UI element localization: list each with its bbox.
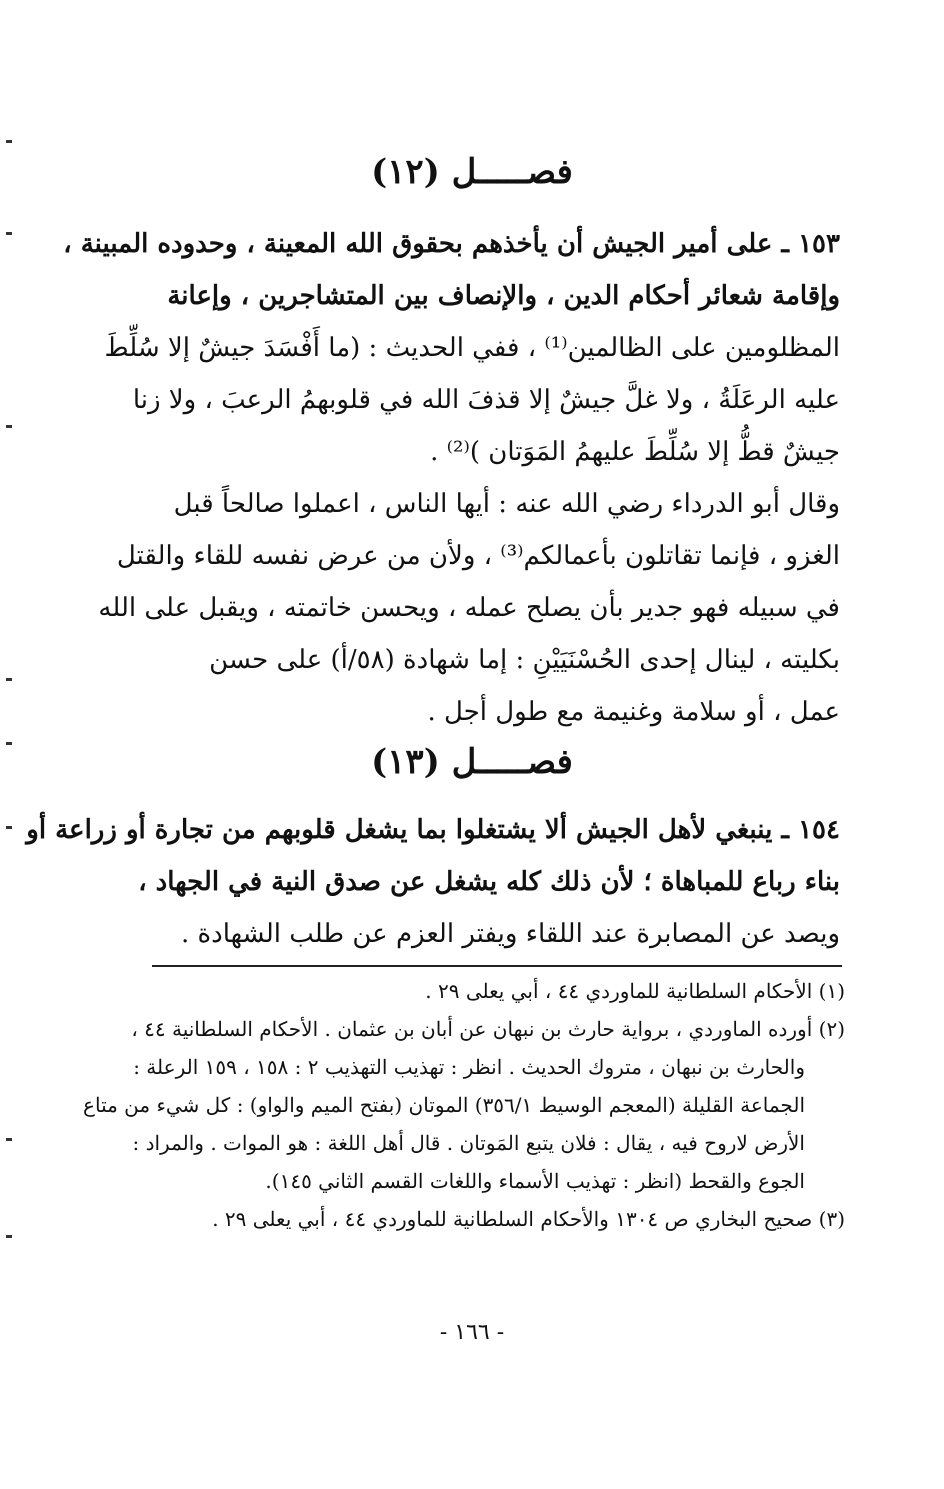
scan-mark	[6, 678, 12, 681]
scan-mark	[6, 232, 12, 235]
footnote-2-cont: والحارث بن نبهان ، متروك الحديث . انظر : تهذيب التهذيب ٢ : ١٥٨ ، ١٥٩ الرعلة :	[133, 1055, 805, 1079]
para-line: ١٥٤ ـ ينبغي لأهل الجيش ألا يشتغلوا بما يشغل قلوبهم من تجارة أو زراعة أو	[26, 815, 840, 845]
scan-mark	[6, 1138, 12, 1141]
scan-mark	[6, 425, 12, 428]
para-line: وقال أبو الدرداء رضي الله عنه : أيها الناس ، اعملوا صالحاً قبل	[173, 489, 840, 519]
paragraph-153	[63, 218, 840, 738]
scan-mark	[6, 140, 12, 143]
footnote-3: (٣) صحيح البخاري ص ١٣٠٤ والأحكام السلطانية للماوردي ٤٤ ، أبي يعلى ٢٩ .	[212, 1207, 845, 1231]
section-heading-13: فصـــــل (١٣)	[371, 742, 573, 782]
footnote-2: (٢) أورده الماوردي ، برواية حارث بن نبهان عن أبان بن عثمان . الأحكام السلطانية ٤٤ ،	[131, 1017, 845, 1041]
footnote-2-cont: الجماعة القليلة (المعجم الوسيط ٣٥٦/١) الموتان (بفتح الميم والواو) : كل شيء من متاع	[83, 1093, 805, 1117]
para-line: وإقامة شعائر أحكام الدين ، والإنصاف بين المتشاجرين ، وإعانة	[167, 281, 840, 311]
para-line: بناء رباع للمباهاة ؛ لأن ذلك كله يشغل عن صدق النية في الجهاد ،	[138, 867, 840, 897]
para-line: ١٥٣ ـ على أمير الجيش أن يأخذهم بحقوق الله المعينة ، وحدوده المبينة ،	[63, 229, 840, 259]
para-line: المظلومين على الظالمين⁽¹⁾ ، ففي الحديث : (ما أَفْسَدَ جيشٌ إلا سُلِّطَ	[104, 333, 840, 363]
section-heading-12: فصـــــل (١٢)	[371, 152, 573, 192]
footnote-separator	[152, 965, 842, 967]
para-line: بكليته ، لينال إحدى الحُسْنَيَيْنِ : إما شهادة (٥٨/أ) على حسن	[209, 645, 840, 675]
footnote-2-cont: الأرض لاروح فيه ، يقال : فلان يتبع المَوتان . قال أهل اللغة : هو الموات . والمراد :	[132, 1131, 805, 1155]
footnote-2-cont: الجوع والقحط (انظر : تهذيب الأسماء واللغات القسم الثاني ١٤٥).	[265, 1169, 805, 1193]
para-line: عمل ، أو سلامة وغنيمة مع طول أجل .	[427, 697, 840, 727]
para-line: جيشٌ قطُّ إلا سُلِّطَ عليهمُ المَوَتان )⁽²⁾ .	[430, 437, 840, 467]
para-line: ويصد عن المصابرة عند اللقاء ويفتر العزم عن طلب الشهادة .	[181, 919, 840, 949]
footnote-1: (١) الأحكام السلطانية للماوردي ٤٤ ، أبي يعلى ٢٩ .	[425, 979, 845, 1003]
paragraph-154	[26, 804, 840, 960]
page-number: - ١٦٦ -	[439, 1320, 505, 1345]
para-line: الغزو ، فإنما تقاتلون بأعمالكم⁽³⁾ ، ولأن من عرض نفسه للقاء والقتل	[116, 541, 840, 571]
scan-mark	[6, 826, 12, 829]
footnotes	[83, 972, 845, 1238]
scan-mark	[6, 1235, 12, 1238]
para-line: في سبيله فهو جدير بأن يصلح عمله ، ويحسن خاتمته ، ويقبل على الله	[98, 593, 840, 623]
para-line: عليه الرعَلَةُ ، ولا غلَّ جيشٌ إلا قذفَ الله في قلوبهمُ الرعبَ ، ولا زنا	[132, 385, 840, 415]
